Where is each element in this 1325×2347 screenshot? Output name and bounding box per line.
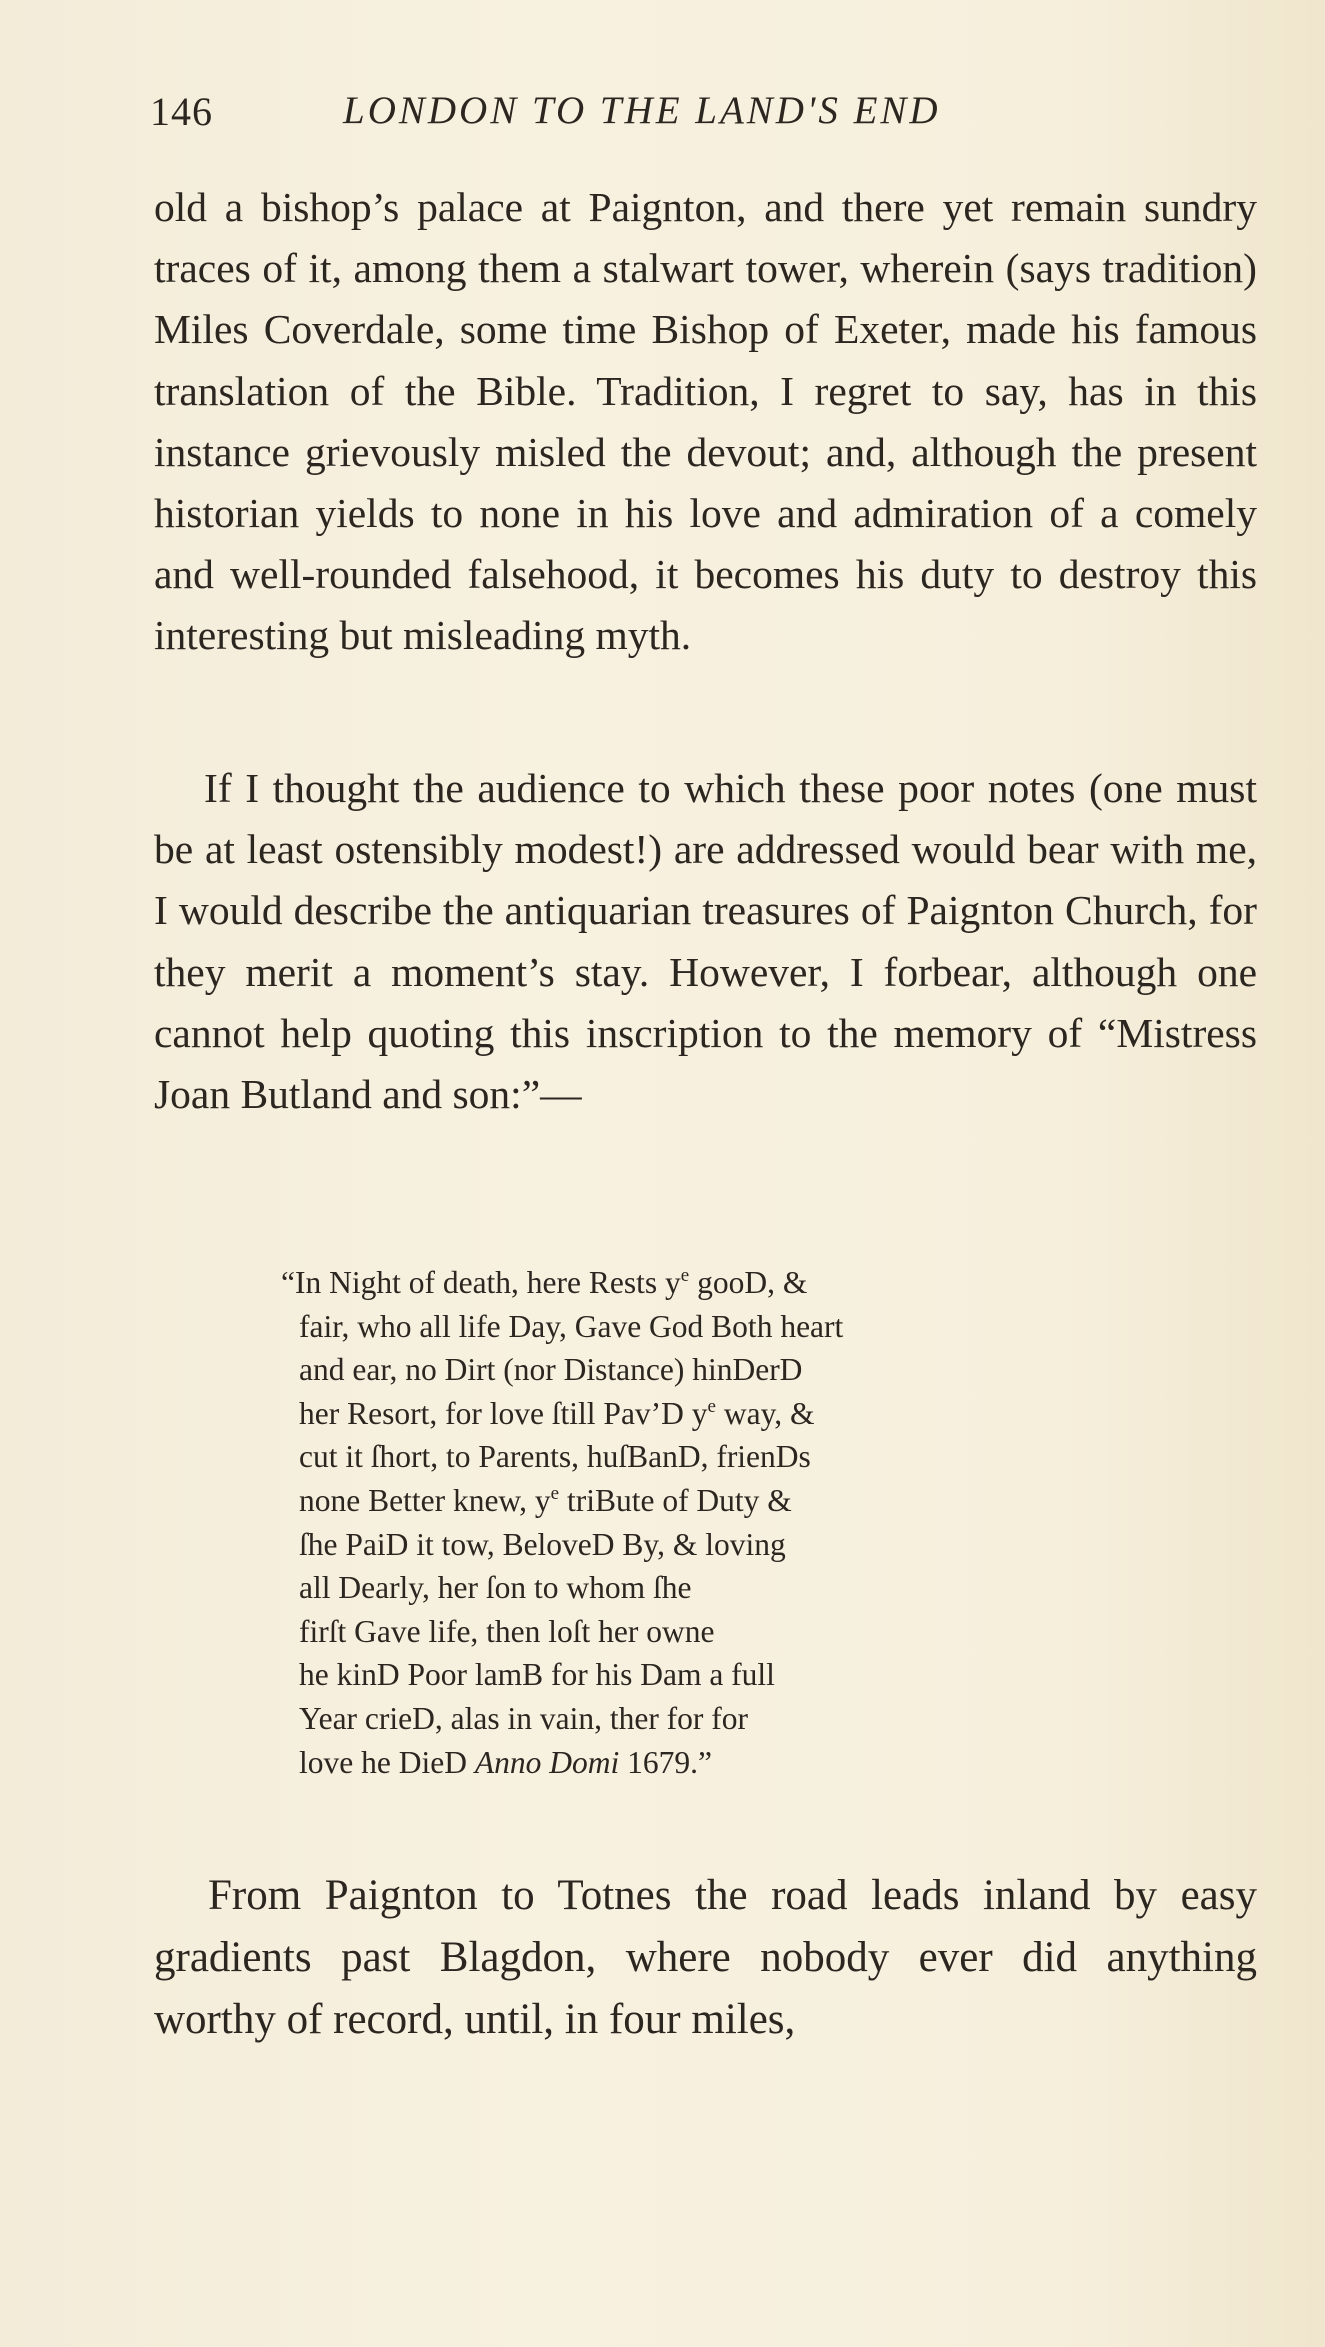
page-number: 146 (150, 89, 213, 134)
epitaph-line: fair, who all life Day, Gave God Both heart (299, 1308, 844, 1344)
epitaph-line: he kinD Poor lamB for his Dam a full (299, 1657, 775, 1693)
epitaph-line: love he DieD Anno Domi 1679.” (299, 1744, 712, 1780)
paragraph-3: From Paignton to Totnes the road leads inland by easy gradients past Blagdon, where nobody ever did anything worthy of record, until, in four miles, (154, 1872, 1257, 2043)
page-header (150, 88, 1250, 148)
running-title: LONDON TO THE LAND'S END (343, 89, 941, 132)
epitaph-line: firſt Gave life, then loſt her owne (299, 1613, 715, 1649)
epitaph-line: all Dearly, her ſon to whom ſhe (299, 1570, 692, 1606)
epitaph-line: and ear, no Dirt (nor Distance) hinDerD (299, 1352, 803, 1388)
paragraph-2: If I thought the audience to which these poor notes (one must be at least ostensibly modest!) are addressed would bear with me, I would describe the antiquarian treasures of Paignton Church, for they merit a moment’s stay. However, I forbear, although one cannot help quoting this inscription to the memory of “Mistress Joan Butland and son:”— (154, 765, 1257, 1118)
epitaph-line: none Better knew, $y^e$ triBute of Duty & (299, 1482, 792, 1518)
epitaph-inscription (281, 1261, 1079, 1784)
epitaph-line: her Resort, for love ſtill Pav’D $y^e$ way, & (299, 1395, 815, 1431)
epitaph-line: cut it ſhort, to Parents, huſBanD, frienDs (299, 1439, 811, 1475)
epitaph-line: “In Night of death, here Rests $y^e$ gooD, & (281, 1265, 808, 1300)
paragraph-1: old a bishop’s palace at Paignton, and there yet remain sundry traces of it, among them a stalwart tower, wherein (says tradition) Miles Coverdale, some time Bishop of Exeter, made his famous translation of the Bible. Tradition, I regret to say, has in this instance grievously misled the devout; and, although the present historian yields to none in his love and admiration of a comely and well-rounded falsehood, it becomes his duty to destroy this interesting but misleading myth. (154, 184, 1257, 659)
epitaph-line: ſhe PaiD it tow, BeloveD By, & loving (299, 1526, 786, 1562)
epitaph-line: Year crieD, alas in vain, ther for for (299, 1700, 749, 1736)
